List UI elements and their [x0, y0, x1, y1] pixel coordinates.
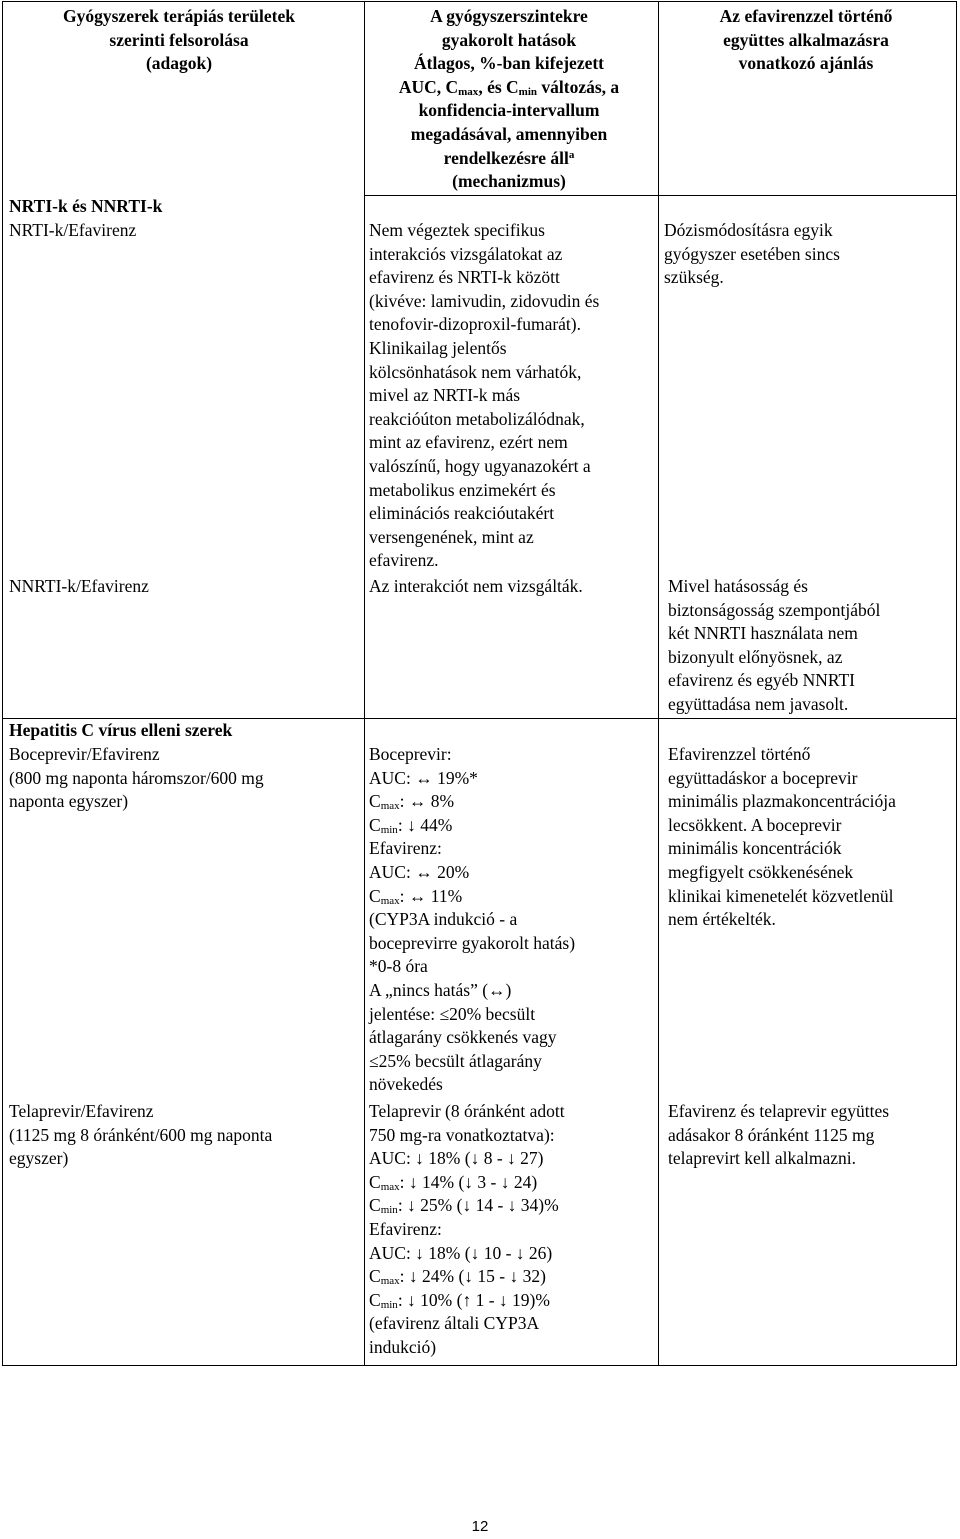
no-change-arrow-icon: ↔ — [415, 767, 433, 788]
recommendation-telaprevir-efavirenz: Efavirenz és telaprevir együttes adásakor 8 óránként 1125 mg telaprevirt kell alkalmazni. — [668, 1101, 890, 1169]
page-number: 12 — [471, 1518, 489, 1535]
no-change-arrow-icon: ↔ — [408, 885, 427, 906]
effect-nnrti-efavirenz: Az interakciót nem vizsgálták. — [369, 576, 583, 596]
section-heading-hcv: Hepatitis C vírus elleni szerek — [9, 720, 233, 740]
column-divider-2 — [658, 2, 659, 1365]
header-effect-column: A gyógyszerszintekre gyakorolt hatások Átlagos, %-ban kifejezett AUC, $C_{max}$, és $C_{min}$ változás, a konfidencia-intervallum megadásával, amennyiben rendelkezésre áll$^a$ (mechanizmus) — [398, 6, 620, 192]
drug-telaprevir-efavirenz: Telaprevir/Efavirenz (1125 mg 8 óránként/600 mg naponta egyszer) — [9, 1101, 273, 1169]
no-change-arrow-icon: ↔ — [408, 791, 427, 812]
header-recommendation-column: Az efavirenzzel történő együttes alkalmazásra vonatkozó ajánlás — [719, 6, 893, 74]
drug-nrti-efavirenz: NRTI-k/Efavirenz — [9, 220, 137, 240]
recommendation-nrti-efavirenz: Dózismódosításra egyik gyógyszer esetében sincs szükség. — [664, 220, 840, 288]
header-drug-column: Gyógyszerek terápiás területek szerinti felsorolása (adagok) — [63, 6, 295, 74]
section-heading-nrti: NRTI-k és NNRTI-k — [9, 196, 163, 216]
effect-boceprevir-efavirenz: Boceprevir: AUC: ↔ 19%* $C_{max}$: ↔ 8% $C_{min}$: ↓ 44% Efavirenz: AUC: ↔ 20% $C_{max}$: ↔ 11% (CYP3A indukció - a boceprevirre gyakorolt hatás) *0-8 óra A „nincs hatás” (↔) jelentése: ≤20% becsült átlagarány csökkenés vagy ≤25% becsült átlagarány növekedés — [369, 744, 576, 1095]
drug-nnrti-efavirenz: NNRTI-k/Efavirenz — [9, 576, 149, 596]
no-change-arrow-icon: ↔ — [415, 861, 433, 882]
effect-telaprevir-efavirenz: Telaprevir (8 óránként adott 750 mg-ra vonatkoztatva): AUC: ↓ 18% (↓ 8 - ↓ 27) $C_{max}$: ↓ 14% (↓ 3 - ↓ 24) $C_{min}$: ↓ 25% (↓ 14 - ↓ 34)% Efavirenz: AUC: ↓ 18% (↓ 10 - ↓ 26) $C_{max}$: ↓ 24% (↓ 15 - ↓ 32) $C_{min}$: ↓ 10% (↑ 1 - ↓ 19)% (efavirenz általi CYP3A indukció) — [369, 1101, 565, 1357]
recommendation-boceprevir-efavirenz: Efavirenzzel történő együttadáskor a boceprevir minimális plazmakoncentrációja lecsökkent. A boceprevir minimális koncentrációk megfigyelt csökkenésének klinikai kimenetelét közvetlenül nem értékelték. — [668, 744, 896, 930]
recommendation-nnrti-efavirenz: Mivel hatásosság és biztonságosság szempontjából két NNRTI használata nem bizonyult előnyösnek, az efavirenz és egyéb NNRTI együttadása nem javasolt. — [668, 576, 881, 714]
effect-nrti-efavirenz: Nem végeztek specifikus interakciós vizsgálatokat az efavirenz és NRTI-k között (kivéve: lamivudin, zidovudin és tenofovir-dizoproxil-fumarát). Klinikailag jelentős kölcsönhatások nem várhatók, mivel az NRTI-k más reakcióúton metabolizálódnak, mint az efavirenz, ezért nem valószínű, hogy ugyanazokért a metabolikus enzimekért és eliminációs reakcióutakért versengenének, mint az efavirenz. — [369, 220, 600, 571]
header-divider — [364, 195, 956, 196]
drug-boceprevir-efavirenz: Boceprevir/Efavirenz (800 mg naponta háromszor/600 mg naponta egyszer) — [9, 744, 264, 812]
column-divider-1 — [364, 2, 365, 1365]
decrease-arrow-icon: ↓ — [407, 814, 416, 835]
